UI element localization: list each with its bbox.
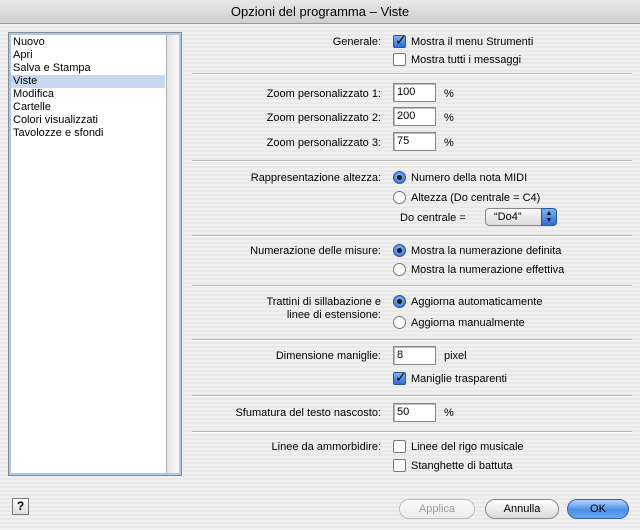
- transparent-handles-checkbox[interactable]: [393, 369, 407, 385]
- actual-numbering-label[interactable]: Mostra la numerazione effettiva: [411, 264, 565, 276]
- window-title: Opzioni del programma – Viste: [0, 0, 640, 24]
- general-label: Generale:: [332, 36, 381, 48]
- midi-note-radio[interactable]: [393, 171, 406, 184]
- pitch-name-label[interactable]: Altezza (Do centrale = C4): [411, 192, 541, 204]
- pitch-name-radio[interactable]: [393, 191, 406, 204]
- separator: [192, 73, 632, 75]
- radio-dot-icon: [397, 248, 402, 253]
- hidden-text-label: Sfumatura del testo nascosto:: [235, 407, 381, 419]
- popup-arrows-icon: ▲ ▼: [541, 208, 557, 226]
- sidebar-item[interactable]: Modifica: [13, 88, 54, 100]
- middle-c-label: Do centrale =: [400, 212, 466, 224]
- staff-lines-label[interactable]: Linee del rigo musicale: [411, 441, 524, 453]
- separator: [192, 235, 632, 237]
- show-all-messages-label[interactable]: Mostra tutti i messaggi: [411, 54, 522, 66]
- zoom-3-label: Zoom personalizzato 3:: [266, 137, 381, 149]
- pitch-label: Rappresentazione altezza:: [250, 172, 381, 184]
- sidebar-item[interactable]: Apri: [13, 49, 33, 61]
- hyphens-label-line1: Trattini di sillabazione e: [266, 296, 381, 308]
- radio-dot-icon: [397, 299, 402, 304]
- separator: [192, 339, 632, 341]
- barlines-label[interactable]: Stanghette di battuta: [411, 460, 513, 472]
- apply-button[interactable]: Applica: [399, 499, 475, 519]
- checkmark-icon: ✓: [395, 32, 407, 48]
- handle-size-input[interactable]: 8: [393, 346, 436, 365]
- actual-numbering-radio[interactable]: [393, 263, 406, 276]
- defined-numbering-label[interactable]: Mostra la numerazione definita: [411, 245, 562, 257]
- handle-size-unit: pixel: [444, 350, 467, 362]
- measures-label: Numerazione delle misure:: [250, 245, 381, 257]
- sidebar-item[interactable]: Nuovo: [13, 36, 45, 48]
- show-tools-menu-checkbox[interactable]: [393, 32, 407, 48]
- transparent-handles-label[interactable]: Maniglie trasparenti: [411, 373, 507, 385]
- middle-c-value: “Do4”: [494, 211, 522, 223]
- middle-c-popup[interactable]: [485, 208, 557, 226]
- separator: [192, 285, 632, 287]
- hyphens-label-line2: linee di estensione:: [286, 309, 381, 321]
- midi-note-label[interactable]: Numero della nota MIDI: [411, 172, 528, 184]
- zoom-2-input[interactable]: 200: [393, 107, 436, 126]
- zoom-1-label: Zoom personalizzato 1:: [266, 88, 381, 100]
- sidebar-item[interactable]: Colori visualizzati: [13, 114, 98, 126]
- manual-update-radio[interactable]: [393, 316, 406, 329]
- category-list[interactable]: [8, 32, 182, 476]
- zoom-3-input[interactable]: 75: [393, 132, 436, 151]
- separator: [192, 395, 632, 397]
- help-button[interactable]: ?: [12, 498, 29, 515]
- show-all-messages-checkbox[interactable]: [393, 53, 406, 66]
- category-list-items: [11, 36, 165, 140]
- radio-dot-icon: [397, 175, 402, 180]
- ok-button[interactable]: OK: [567, 499, 629, 519]
- handle-size-label: Dimensione maniglie:: [275, 350, 381, 362]
- sidebar-item[interactable]: Cartelle: [13, 101, 51, 113]
- sidebar-item[interactable]: Tavolozze e sfondi: [13, 127, 104, 139]
- show-tools-menu-label[interactable]: Mostra il menu Strumenti: [411, 36, 534, 48]
- barlines-checkbox[interactable]: [393, 459, 406, 472]
- zoom-2-unit: %: [444, 112, 454, 124]
- zoom-1-unit: %: [444, 88, 454, 100]
- cancel-button[interactable]: Annulla: [485, 499, 559, 519]
- category-list-scrollbar[interactable]: [166, 35, 179, 473]
- zoom-1-input[interactable]: 100: [393, 83, 436, 102]
- staff-lines-checkbox[interactable]: [393, 440, 406, 453]
- hidden-text-unit: %: [444, 407, 454, 419]
- sidebar-item[interactable]: Viste: [11, 75, 165, 88]
- hidden-text-input[interactable]: 50: [393, 403, 436, 422]
- separator: [192, 160, 632, 162]
- zoom-2-label: Zoom personalizzato 2:: [266, 112, 381, 124]
- manual-update-label[interactable]: Aggiorna manualmente: [411, 317, 525, 329]
- checkmark-icon: ✓: [395, 369, 407, 385]
- auto-update-label[interactable]: Aggiorna automaticamente: [411, 296, 543, 308]
- defined-numbering-radio[interactable]: [393, 244, 406, 257]
- separator: [192, 431, 632, 433]
- zoom-3-unit: %: [444, 137, 454, 149]
- sidebar-item[interactable]: Salva e Stampa: [13, 62, 91, 74]
- smoothing-label: Linee da ammorbidire:: [271, 441, 381, 453]
- auto-update-radio[interactable]: [393, 295, 406, 308]
